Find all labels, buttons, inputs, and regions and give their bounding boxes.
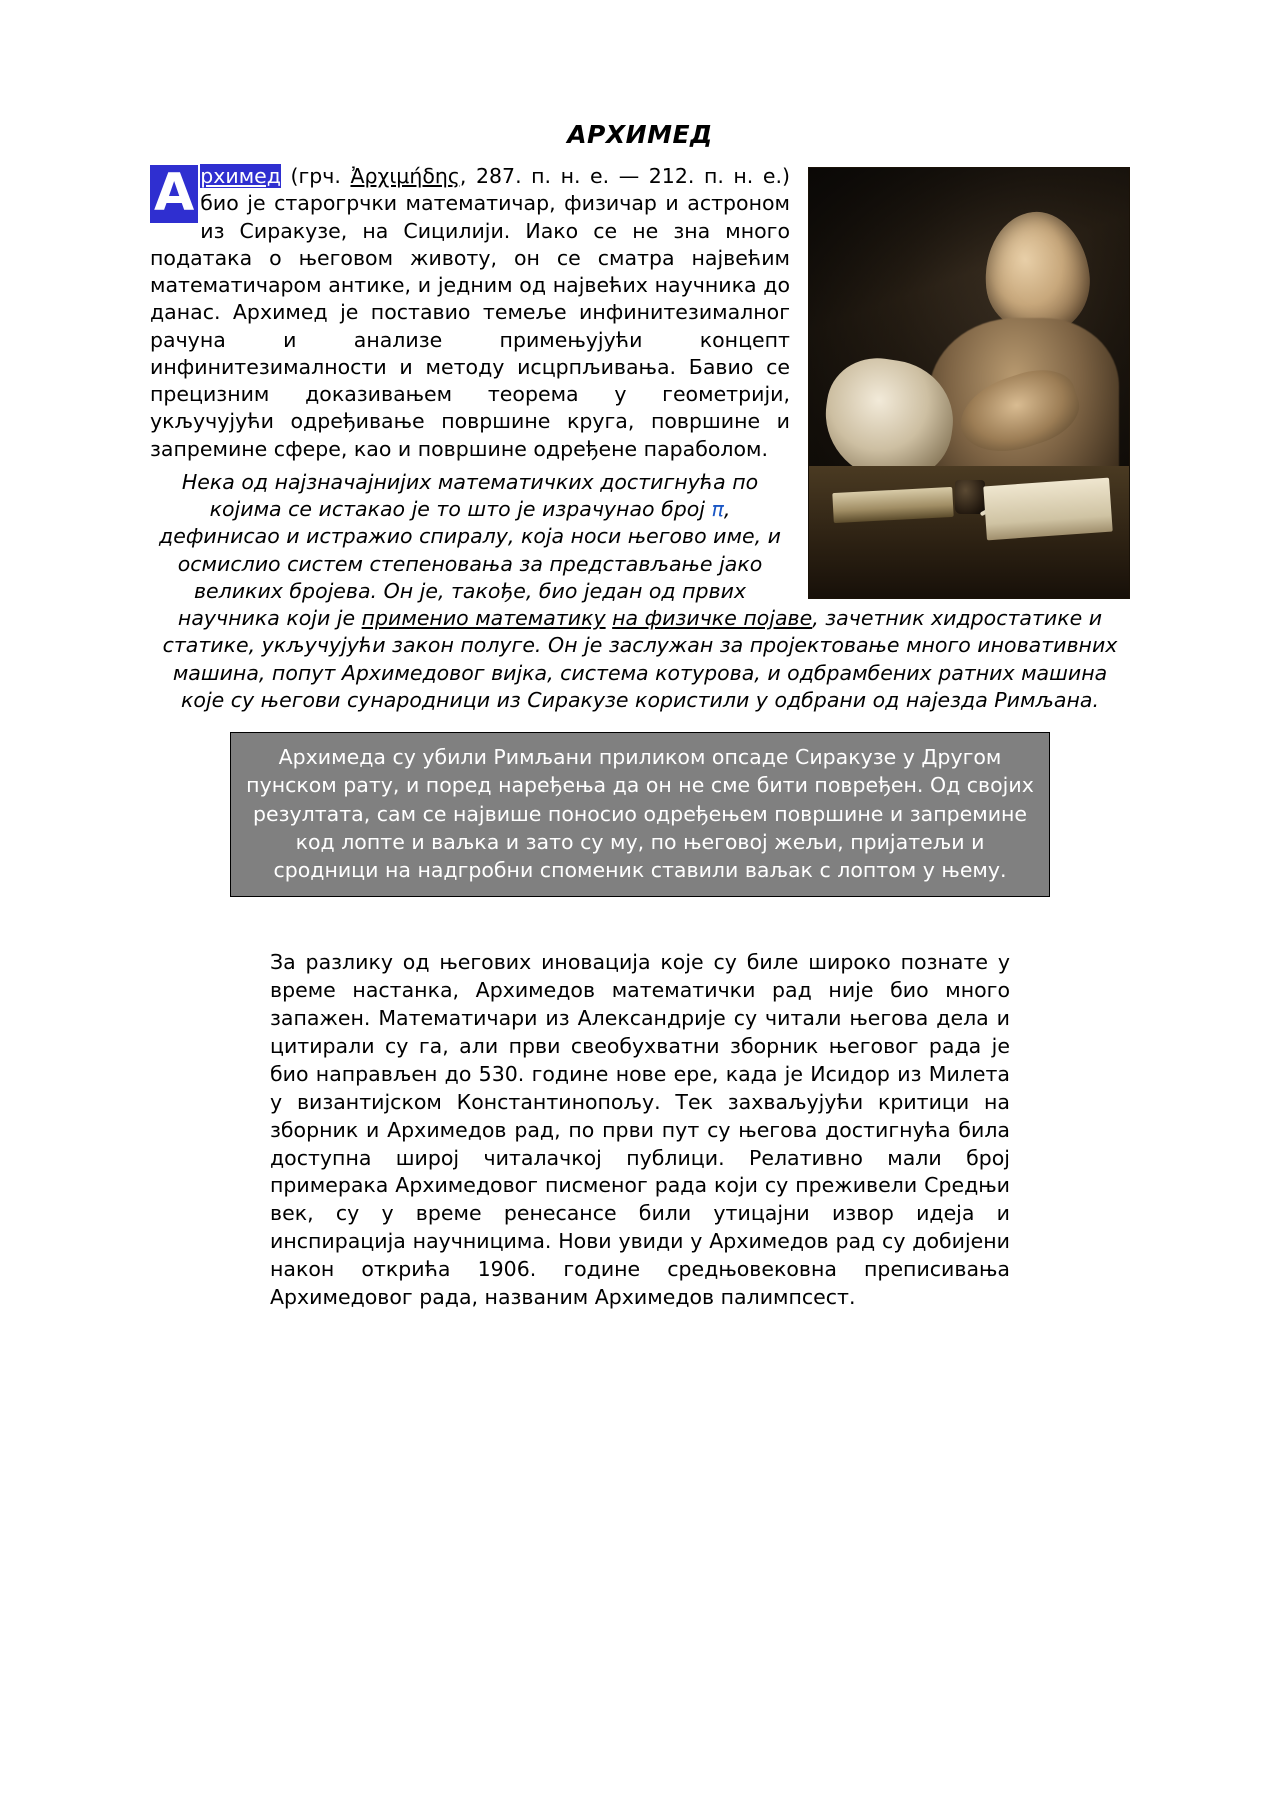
highlight-box (230, 732, 1050, 897)
italic-part-4: , зачетник хидростатике и статике, укључујући закон полуге. Он је заслужан за пројектовање много иновативних машина, попут Архимедовог вијка, система котурова, и одбрамбених ратних машина које су његови сународници из Сиракузе користили у одбрани од најезда Римљана. (162, 606, 1118, 712)
highlight-box-text: Архимеда су убили Римљани приликом опсаде Сиракузе у Другом пунском рату, и поред наређења да он не сме бити повређен. Од својих резултата, сам се највише поносио одређењем површине и запремине код лопте и ваљка и зато су му, по његовој жељи, пријатељи и сродници на надгробни споменик ставили ваљак с лоптом у њему. (246, 745, 1034, 883)
painting-inkwell (955, 480, 985, 514)
body-paragraph: За разлику од његових иновација које су биле широко познате у време настанка, Архимедов математички рад није био много запажен. Математичари из Александрије су читали његова дела и цитирали су га, али први свеобухватни зборник његовог рада је био направљен до 530. године нове ере, када је Исидор из Милета у византијском Константинопољу. Тек захваљујући критици на зборник и Архимедов рад, по први пут су његова достигнућа била доступна широј читалачкој публици. Релативно мали број примерака Архимедовог писменог рада који су преживели Средњи век, су у време ренесансе били утицајни извор идеја и инспирација научницима. Нови увиди у Архимедов рад су добијени након открића 1906. године средњовековна преписивања Архимедовог рада, названим Архимедов палимпсест. (270, 950, 1010, 1309)
archimedes-painting (808, 167, 1130, 599)
lead-rest-text: , 287. п. н. е. — 212. п. н. е.) био је старогрчки математичар, физичар и астроном из Сиракузе, на Сицилији. Иако се не зна много података о његовом животу, он се сматра највећим математичаром антике, и једним од највећих научника до данас. Архимед је поставио темеље инфинитезималног рачуна и анализе примењујући концепт инфинитезималности и методу исцрпљивања. Бавио се прецизним доказивањем теорема у геометрији, укључујући одређивање површине круга, површине и запремине сфере, као и површине одређене параболом. (150, 164, 790, 461)
drop-cap: А (150, 165, 198, 223)
pi-symbol: π (711, 497, 724, 521)
painting-book (832, 487, 953, 523)
lead-highlighted-word: рхимед (200, 164, 281, 188)
greek-name: Ἀρχιμήδης (350, 164, 460, 188)
italic-part-1: Нека од најзначајнијих математичких достигнућа по којима се истакао је то што је израчунао број (181, 469, 759, 521)
italic-part-2: , дефинисао и истражио спиралу, која носи његово име, и осмислио систем степеновања за представљање јако великих бројева. Он је, такође, био један од првих научника који је (159, 497, 781, 630)
underlined-phrase-1[interactable]: применио математику (361, 606, 606, 630)
page-title: АРХИМЕД (567, 120, 713, 149)
painting-paper (983, 478, 1112, 541)
lead-paren-open: (грч. (280, 164, 351, 188)
underlined-phrase-2[interactable]: на физичке појаве (612, 606, 813, 630)
intro-block (150, 163, 1130, 714)
